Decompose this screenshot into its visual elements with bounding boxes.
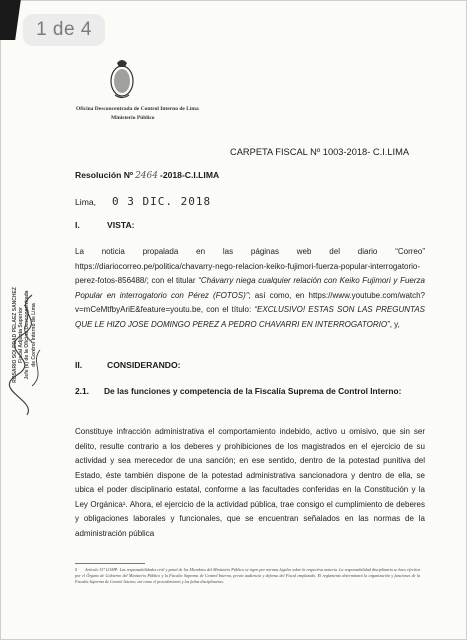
stamp-title: Fiscal Adjunta Superior <box>18 307 25 363</box>
ministerio-publico-seal-icon <box>108 55 136 101</box>
subsection-title: De las funciones y competencia de la Fiscalía Suprema de Control Interno: <box>104 386 402 396</box>
vista-headline-2: “EXCLUSIVO! ESTAS SON LAS PREGUNTAS QUE LE HIZO JOSE DOMINGO PEREZ A PEDRO CHAVARRI EN INTERROGATORIO” <box>75 305 425 329</box>
section-title: CONSIDERANDO: <box>107 360 181 370</box>
stamp-office-2: de Control Interno de Lima <box>30 303 37 367</box>
resolution-handwritten-number: 2464 <box>135 171 158 181</box>
place-date <box>75 195 211 208</box>
vista-text-end: , y, <box>389 319 400 329</box>
resolution-number <box>75 170 219 181</box>
section-number: I. <box>75 220 80 230</box>
section-number: II. <box>75 360 83 370</box>
footnote-text: Artículo 51º LOMP: Las responsabilidades civil y penal de los Miembros del Ministerio Público se rigen por normas legales sobre la respectiva materia. La responsabilidad disciplinaria se hace efectiva por el Órgano de Gobierno del Ministerio Público y la Fiscalía Suprema de Control Interno, previa audiencia y defensa del Fiscal emplazado. El reglamento determinará la organización y funciones de la Fiscalía Suprema de Control Interno, así como el procedimiento y las faltas disciplinarias. <box>75 567 420 585</box>
viewer-corner-marker <box>0 0 21 40</box>
page-indicator: 1 de 4 <box>23 14 105 46</box>
section-considerando-heading <box>75 360 181 370</box>
footnote <box>75 567 420 586</box>
subsection-number: 2.1. <box>75 386 89 396</box>
carpeta-fiscal: CARPETA FISCAL Nº 1003-2018- C.I.LIMA <box>230 147 410 157</box>
letterhead-office: Oficina Desconcentrada de Control Interno de Lima <box>76 106 199 112</box>
date-stamp: 0 3 DIC. 2018 <box>112 195 212 208</box>
place: Lima, <box>75 197 97 207</box>
considerando-paragraph: Constituye infracción administrativa el comportamiento indebido, activo u omisivo, que sin ser delito, resulte contrario a los deberes y prohibiciones de los magistrados en el ejercicio de su actividad y sea merecedor de una sanción; en ese sentido, dentro de la potestad punitiva del Estado, éste también dispone de la potestad administrativa sancionadora y dentro de ella, se ubica el poder disciplinario estatal, conforme a las facultades conferidas en la Constitución y la Ley Orgánica¹. Ahora, el ejercicio de la actividad pública, trae consigo el cumplimiento de deberes y obligaciones laborales y funcionales, que se encuentran señalados en las normas de la administración pública <box>75 427 425 538</box>
resolution-prefix: Resolución Nº <box>75 170 134 180</box>
vista-text-1: La noticia propalada en las páginas web del diario “Correo” https://diariocorreo.pe/politica/chavarry-nego-relacion-keiko-fujimori-fuerza-popular-interrogatorio-perez-fotos-856488/; con el titular <box>75 247 425 285</box>
footnote-number: 1 <box>75 567 78 572</box>
vista-text-2: ; así como, en https://www.youtube.com/watch?v=mCeMtfbyAriE&feature=youtu.be, con el título: <box>75 290 426 314</box>
stamp-name: ROSARIO SOLEDAD PELAEZ SANCHEZ <box>12 287 18 383</box>
footnote-divider <box>75 563 145 564</box>
stamp-office-1: Jefe (e) de la Oficina Desconcentrada <box>24 290 31 380</box>
vista-headline-1: “Chávarry niega cualquier relación con Keiko Fujimori y Fuerza Popular en interrogatorio con Pérez (FOTOS)” <box>75 276 425 300</box>
resolution-suffix: -2018-C.I.LIMA <box>159 170 220 180</box>
official-stamp <box>12 255 72 415</box>
letterhead-ministry: Ministerio Público <box>111 115 155 121</box>
section-title: VISTA: <box>107 220 135 230</box>
section-vista-heading <box>75 220 135 230</box>
vista-paragraph <box>75 245 425 332</box>
subsection-heading <box>75 384 427 399</box>
